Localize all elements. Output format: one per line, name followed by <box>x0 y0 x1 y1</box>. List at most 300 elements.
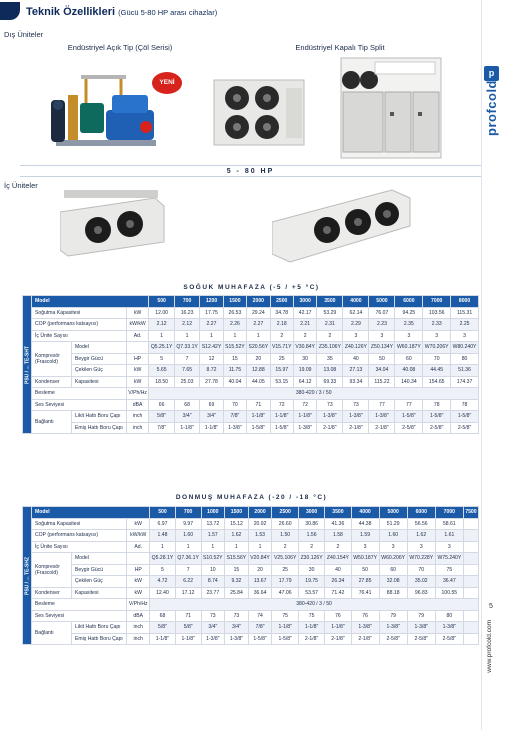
table-row <box>23 530 479 542</box>
value-cell: 30 <box>293 353 316 365</box>
value-cell: 13.72 <box>201 518 225 530</box>
value-cell: 7.65 <box>174 365 199 377</box>
value-cell: 12.88 <box>247 365 270 377</box>
value-cell: 1.58 <box>325 530 351 542</box>
value-cell: 2 <box>325 541 351 553</box>
value-cell: S15.56Y <box>225 553 249 565</box>
row-label: Likit Hattı Boru Çapı <box>72 411 127 423</box>
value-cell: 25.03 <box>174 376 199 388</box>
table-row <box>23 342 479 354</box>
table-row <box>23 307 479 319</box>
value-cell: 56.56 <box>407 518 435 530</box>
value-cell: 1.56 <box>298 530 324 542</box>
model-header-cell: 5000 <box>369 296 395 308</box>
value-cell: 70 <box>407 564 435 576</box>
value-cell: Q7.33.1Y <box>174 342 199 354</box>
value-cell: 76 <box>325 610 351 622</box>
value-cell: Q7.36.1Y <box>175 553 201 565</box>
model-header-cell: 2000 <box>248 507 272 519</box>
value-cell: 1-5/8" <box>423 411 451 423</box>
page-number: 5 <box>489 603 493 610</box>
title-subtitle: (Gücü 5-80 HP arası cihazlar) <box>118 8 218 17</box>
value-cell: 1.60 <box>379 530 407 542</box>
value-cell: 15.97 <box>270 365 293 377</box>
row-span-value: 380-420 / 3 / 50 <box>149 388 479 400</box>
empty-cell <box>463 553 478 565</box>
model-header-cell: 5000 <box>379 507 407 519</box>
value-cell: 1-1/8" <box>325 622 351 634</box>
value-cell: 77 <box>395 399 423 411</box>
row-label: Besleme <box>32 599 127 611</box>
value-cell: 1-3/8" <box>435 622 463 634</box>
row-group-label: Bağlantı <box>32 622 72 645</box>
row-unit: HP <box>126 353 149 365</box>
value-cell: 2-5/8" <box>451 422 479 434</box>
value-cell: 70 <box>223 399 246 411</box>
value-cell: 42.17 <box>293 307 316 319</box>
value-cell: W70.206Y <box>423 342 451 354</box>
value-cell: 23.77 <box>201 587 225 599</box>
row-unit <box>127 553 150 565</box>
table-row <box>23 319 479 331</box>
model-header-cell: 8000 <box>451 296 479 308</box>
row-unit: HP <box>127 564 150 576</box>
value-cell: 20.92 <box>248 518 272 530</box>
value-cell: 69 <box>200 399 223 411</box>
model-header-cell: 700 <box>174 296 199 308</box>
value-cell: 7/8" <box>223 411 246 423</box>
value-cell: W60.206Y <box>379 553 407 565</box>
model-header-cell: 500 <box>149 296 174 308</box>
value-cell: 115.22 <box>369 376 395 388</box>
value-cell: 2.29 <box>343 319 369 331</box>
value-cell: 73 <box>201 610 225 622</box>
value-cell: 1-3/8" <box>351 622 379 634</box>
value-cell: 51.36 <box>451 365 479 377</box>
value-cell: Q5.25.1Y <box>149 342 174 354</box>
value-cell: Z35.106Y <box>317 342 343 354</box>
value-cell: 62.14 <box>343 307 369 319</box>
value-cell: 53.57 <box>298 587 324 599</box>
value-cell: 27.13 <box>343 365 369 377</box>
value-cell: 1 <box>201 541 225 553</box>
value-cell: 6.97 <box>150 518 176 530</box>
value-cell: S15.52Y <box>223 342 246 354</box>
value-cell: 2.27 <box>247 319 270 331</box>
value-cell: 79 <box>379 610 407 622</box>
value-cell: 2.31 <box>317 319 343 331</box>
value-cell: S20.56Y <box>247 342 270 354</box>
value-cell: 51.29 <box>379 518 407 530</box>
value-cell: 77 <box>369 399 395 411</box>
value-cell: 3/4" <box>174 411 199 423</box>
row-unit: kW <box>127 587 150 599</box>
value-cell: V15.71Y <box>270 342 293 354</box>
value-cell: 32.08 <box>379 576 407 588</box>
row-unit: inch <box>126 422 149 434</box>
value-cell: 1.48 <box>150 530 176 542</box>
value-cell: 3 <box>351 541 379 553</box>
empty-cell <box>463 576 478 588</box>
value-cell: 20 <box>248 564 272 576</box>
value-cell: 3 <box>369 330 395 342</box>
value-cell: 75 <box>272 610 299 622</box>
table-row <box>23 587 479 599</box>
value-cell: 3 <box>407 541 435 553</box>
table-header-row <box>23 296 479 308</box>
frozen-storage-title: DONMUŞ MUHAFAZA (-20 / -18 °C) <box>175 494 328 501</box>
value-cell: 2-1/8" <box>351 633 379 645</box>
value-cell: W60.187Y <box>395 342 423 354</box>
value-cell: 1-1/8" <box>293 411 316 423</box>
value-cell: 66 <box>149 399 174 411</box>
row-label: Çekilen Güç <box>72 576 127 588</box>
model-header-cell: 2000 <box>247 296 270 308</box>
value-cell: 50 <box>369 353 395 365</box>
empty-cell <box>463 587 478 599</box>
value-cell: 7/8" <box>149 422 174 434</box>
value-cell: 19.09 <box>293 365 316 377</box>
model-header-cell: 6000 <box>407 507 435 519</box>
value-cell: 2.25 <box>451 319 479 331</box>
value-cell: 1.61 <box>435 530 463 542</box>
value-cell: 47.06 <box>272 587 299 599</box>
model-header-cell: 3000 <box>298 507 324 519</box>
value-cell: 18.50 <box>149 376 174 388</box>
model-header-cell: 7000 <box>423 296 451 308</box>
table-row <box>23 622 479 634</box>
value-cell: V20.84Y <box>248 553 272 565</box>
value-cell: 3/4" <box>200 411 223 423</box>
value-cell: 3 <box>343 330 369 342</box>
value-cell: 2.12 <box>149 319 174 331</box>
value-cell: 1-5/8" <box>451 411 479 423</box>
value-cell: 2-5/8" <box>407 633 435 645</box>
model-header-cell: 6000 <box>395 296 423 308</box>
table-row <box>23 365 479 377</box>
value-cell: S10.52Y <box>201 553 225 565</box>
value-cell: Z40.126Y <box>343 342 369 354</box>
value-cell: 10 <box>201 564 225 576</box>
closed-type-cabinet-image <box>335 52 445 164</box>
row-label: Çekilen Güç <box>72 365 127 377</box>
row-group-label: Kondenser <box>32 376 72 388</box>
table-row <box>23 399 479 411</box>
value-cell: 140.34 <box>395 376 423 388</box>
value-cell: 2-5/8" <box>395 422 423 434</box>
value-cell: 2.21 <box>293 319 316 331</box>
value-cell: 1-3/8" <box>201 633 225 645</box>
row-label: Kapasitesi <box>72 587 127 599</box>
value-cell: 2.23 <box>369 319 395 331</box>
row-label: Emiş Hattı Boru Çapı <box>72 633 127 645</box>
table-row <box>23 576 479 588</box>
value-cell: 6.22 <box>175 576 201 588</box>
value-cell: 1.62 <box>225 530 249 542</box>
value-cell: 1-1/8" <box>247 411 270 423</box>
value-cell: 2 <box>270 330 293 342</box>
value-cell: 2.35 <box>395 319 423 331</box>
value-cell: 26.53 <box>223 307 246 319</box>
value-cell: 1-1/8" <box>270 411 293 423</box>
value-cell: 25 <box>270 353 293 365</box>
table-row <box>23 564 479 576</box>
value-cell: 1 <box>225 541 249 553</box>
model-header-cell: 7500 <box>463 507 478 519</box>
value-cell: 75 <box>298 610 324 622</box>
value-cell: 27.85 <box>351 576 379 588</box>
value-cell: 1 <box>248 541 272 553</box>
table-row <box>23 422 479 434</box>
brand-name: profcold <box>484 80 499 136</box>
model-header-cell: 4000 <box>343 296 369 308</box>
value-cell: 13.08 <box>317 365 343 377</box>
value-cell: 1 <box>149 330 174 342</box>
value-cell: 1-1/8" <box>200 422 223 434</box>
row-group-label: Bağlantı <box>32 411 72 434</box>
value-cell: 78 <box>451 399 479 411</box>
value-cell: 5/8" <box>149 411 174 423</box>
empty-cell <box>463 564 478 576</box>
value-cell: 17.75 <box>200 307 223 319</box>
value-cell: 2.12 <box>174 319 199 331</box>
value-cell: 2-1/8" <box>343 422 369 434</box>
value-cell: 7 <box>175 564 201 576</box>
value-cell: Q5.28.1Y <box>150 553 176 565</box>
table-row <box>23 553 479 565</box>
value-cell: 60 <box>395 353 423 365</box>
value-cell: 79 <box>407 610 435 622</box>
value-cell: 1 <box>150 541 176 553</box>
model-header-cell: 4000 <box>351 507 379 519</box>
value-cell: 69.33 <box>317 376 343 388</box>
row-unit: inch <box>127 622 150 634</box>
value-cell: 93.34 <box>343 376 369 388</box>
page-header <box>0 0 480 24</box>
value-cell: 8.74 <box>201 576 225 588</box>
value-cell: 44.38 <box>351 518 379 530</box>
row-label: Soğutma Kapasitesi <box>32 307 127 319</box>
value-cell: 1-5/8" <box>272 633 299 645</box>
value-cell: 1-3/8" <box>369 411 395 423</box>
value-cell: 1-5/8" <box>247 422 270 434</box>
value-cell: 2-1/8" <box>325 633 351 645</box>
value-cell: 154.65 <box>423 376 451 388</box>
value-cell: 26.60 <box>272 518 299 530</box>
table-row <box>23 518 479 530</box>
value-cell: 35.02 <box>407 576 435 588</box>
row-unit: V/Ph/Hz <box>127 599 150 611</box>
row-unit: inch <box>126 411 149 423</box>
model-header-cell: 1200 <box>200 296 223 308</box>
empty-cell <box>463 633 478 645</box>
row-unit: kW <box>126 376 149 388</box>
row-label: Soğutma Kapasitesi <box>32 518 127 530</box>
row-unit: dBA <box>127 610 150 622</box>
table-row <box>23 633 479 645</box>
value-cell: 60 <box>379 564 407 576</box>
row-unit: kW/kW <box>127 530 150 542</box>
empty-cell <box>463 610 478 622</box>
value-cell: 68 <box>150 610 176 622</box>
row-group-label: Kompresör (Frascold) <box>32 553 72 588</box>
value-cell: 94.25 <box>395 307 423 319</box>
value-cell: 76.07 <box>369 307 395 319</box>
value-cell: 1-1/8" <box>272 622 299 634</box>
value-cell: 25 <box>272 564 299 576</box>
value-cell: 35 <box>317 353 343 365</box>
indoor-unit-three-fan-image <box>272 182 412 267</box>
indoor-unit-two-fan-image <box>60 190 165 265</box>
series-side-label: PSU / ... TE-SHZ <box>23 507 32 645</box>
model-header-cell: 1500 <box>225 507 249 519</box>
value-cell: 2 <box>298 541 324 553</box>
header-model-label: Model <box>32 507 150 519</box>
closed-type-label: Endüstriyel Kapalı Tip Split <box>295 43 385 52</box>
header-model-label: Model <box>32 296 149 308</box>
value-cell: W75.240Y <box>435 553 463 565</box>
value-cell: 1-3/8" <box>317 411 343 423</box>
value-cell: 2-5/8" <box>379 633 407 645</box>
value-cell: W80.240Y <box>451 342 479 354</box>
value-cell: 2-1/8" <box>298 633 324 645</box>
value-cell: 88.18 <box>379 587 407 599</box>
cold-storage-title: SOĞUK MUHAFAZA (-5 / +5 °C) <box>183 284 320 291</box>
value-cell: 73 <box>317 399 343 411</box>
row-unit: Ad. <box>126 330 149 342</box>
row-unit: inch <box>127 633 150 645</box>
empty-cell <box>463 541 478 553</box>
value-cell: 1.60 <box>175 530 201 542</box>
row-label: Ses Seviyesi <box>32 399 127 411</box>
model-header-cell: 1000 <box>201 507 225 519</box>
value-cell: 1-1/8" <box>150 633 176 645</box>
value-cell: 1-3/8" <box>225 633 249 645</box>
row-label: İç Ünite Sayısı <box>32 541 127 553</box>
value-cell: 73 <box>343 399 369 411</box>
value-cell: 1.57 <box>201 530 225 542</box>
value-cell: Z30.126Y <box>298 553 324 565</box>
value-cell: 16.23 <box>174 307 199 319</box>
value-cell: 1 <box>223 330 246 342</box>
value-cell: W50.187Y <box>351 553 379 565</box>
value-cell: 34.04 <box>369 365 395 377</box>
value-cell: 9.97 <box>175 518 201 530</box>
value-cell: 19.75 <box>298 576 324 588</box>
value-cell: 64.12 <box>293 376 316 388</box>
value-cell: 5.65 <box>149 365 174 377</box>
table-row <box>23 599 479 611</box>
value-cell: 44.05 <box>247 376 270 388</box>
value-cell: 72 <box>270 399 293 411</box>
value-cell: 15 <box>225 564 249 576</box>
value-cell: 3 <box>423 330 451 342</box>
value-cell: 1-1/8" <box>175 633 201 645</box>
row-unit: kW <box>127 518 150 530</box>
value-cell: 71 <box>175 610 201 622</box>
value-cell: 40.04 <box>223 376 246 388</box>
closed-type-split-image <box>212 60 307 150</box>
value-cell: 1-3/8" <box>293 422 316 434</box>
row-unit: V/Ph/Hz <box>126 388 149 400</box>
value-cell: 2-5/8" <box>423 422 451 434</box>
value-cell: 100.55 <box>435 587 463 599</box>
value-cell: 174.37 <box>451 376 479 388</box>
value-cell: 36.47 <box>435 576 463 588</box>
value-cell: 1-1/8" <box>174 422 199 434</box>
value-cell: Z40.154Y <box>325 553 351 565</box>
value-cell: 30 <box>298 564 324 576</box>
model-header-cell: 3000 <box>293 296 316 308</box>
value-cell: 2-1/8" <box>317 422 343 434</box>
row-unit: kW/kW <box>126 319 149 331</box>
value-cell: 3/4" <box>225 622 249 634</box>
value-cell: 30.86 <box>298 518 324 530</box>
value-cell: 9.32 <box>225 576 249 588</box>
row-label: Beygir Gücü <box>72 353 127 365</box>
indoor-units-heading: İç Üniteler <box>4 181 38 190</box>
model-header-cell: 500 <box>150 507 176 519</box>
value-cell: 1-5/8" <box>270 422 293 434</box>
value-cell: 2-5/8" <box>435 633 463 645</box>
value-cell: 3 <box>395 330 423 342</box>
value-cell: 15 <box>223 353 246 365</box>
table-row <box>23 376 479 388</box>
value-cell: 17.79 <box>272 576 299 588</box>
value-cell: 68 <box>174 399 199 411</box>
value-cell: 29.24 <box>247 307 270 319</box>
value-cell: 5 <box>150 564 176 576</box>
value-cell: 3 <box>379 541 407 553</box>
row-label: Model <box>72 342 127 354</box>
row-span-value: 380-420 / 3 / 50 <box>150 599 479 611</box>
row-unit: kW <box>127 576 150 588</box>
value-cell: 78 <box>423 399 451 411</box>
value-cell: 2.27 <box>200 319 223 331</box>
value-cell: 40.08 <box>395 365 423 377</box>
value-cell: 74 <box>248 610 272 622</box>
value-cell: 25.84 <box>225 587 249 599</box>
value-cell: 70 <box>423 353 451 365</box>
row-unit: Ad. <box>127 541 150 553</box>
value-cell: 27.78 <box>200 376 223 388</box>
value-cell: 13.67 <box>248 576 272 588</box>
value-cell: 5/8" <box>175 622 201 634</box>
value-cell: 12.00 <box>149 307 174 319</box>
value-cell: 41.36 <box>325 518 351 530</box>
value-cell: 1.50 <box>272 530 299 542</box>
open-type-label: Endüstriyel Açık Tip (Çöl Serisi) <box>67 43 173 52</box>
value-cell: 20 <box>247 353 270 365</box>
row-unit <box>126 342 149 354</box>
value-cell: 3 <box>435 541 463 553</box>
table-row <box>23 411 479 423</box>
brand-logo-icon: p <box>484 66 499 81</box>
value-cell: 76.41 <box>351 587 379 599</box>
value-cell: 1-3/8" <box>223 422 246 434</box>
website-url: www.profcold.com <box>486 620 493 673</box>
value-cell: 2 <box>293 330 316 342</box>
open-type-unit-image <box>46 55 166 155</box>
title-text: Teknik Özellikleri <box>26 6 116 18</box>
row-group-label: Kondenser <box>32 587 72 599</box>
row-label: Likit Hattı Boru Çapı <box>72 622 127 634</box>
value-cell: 80 <box>451 353 479 365</box>
series-side-label: PSU / ... TE-SHT <box>23 296 32 434</box>
row-label: Besleme <box>32 388 127 400</box>
value-cell: 15.12 <box>225 518 249 530</box>
row-label: İç Ünite Sayısı <box>32 330 127 342</box>
